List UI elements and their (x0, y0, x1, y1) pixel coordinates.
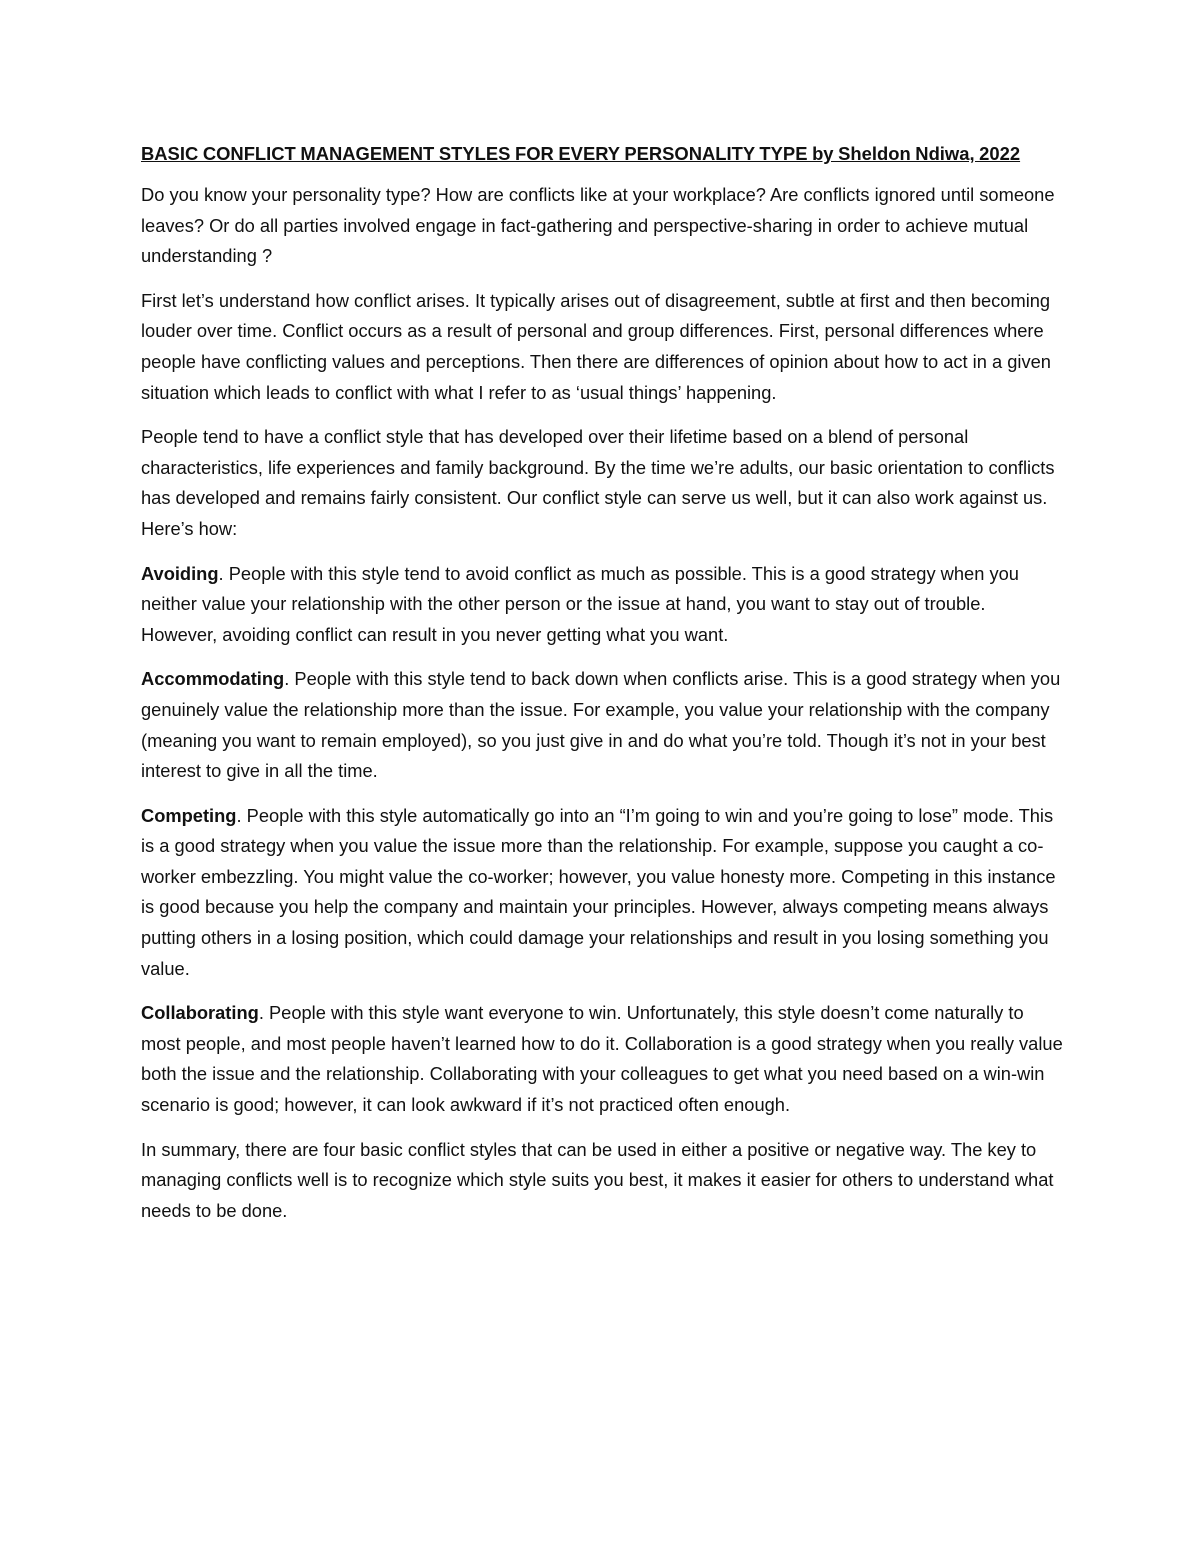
intro-paragraph: Do you know your personality type? How are conflicts like at your workplace? Are conflicts ignored until someone leaves? Or do all parties involved engage in fact-gathering and perspective-sharing in order to achieve mutual understanding ? (141, 184, 1055, 267)
conflict-arises-paragraph: First let’s understand how conflict arises. It typically arises out of disagreement, subtle at first and then becoming louder over time. Conflict occurs as a result of personal and group differences. First, personal differences where people have conflicting values and perceptions. Then there are differences of opinion about how to act in a given situation which leads to conflict with what I refer to as ‘usual things’ happening. (141, 289, 1051, 403)
document-page (141, 138, 1063, 1240)
style-term-collaborating: Collaborating (141, 1002, 259, 1024)
style-term-accommodating: Accommodating (141, 668, 285, 690)
style-term-avoiding: Avoiding (141, 562, 219, 584)
style-text-competing: . People with this style automatically go into an “I’m going to win and you’re going to lose” mode. This is a good strategy when you value the issue more than the relationship. For example, suppose you caught a co-worker embezzling. You might value the co-worker; however, you value honesty more. Competing in this instance is good because you help the company and maintain your principles. However, always competing means always putting others in a losing position, which could damage your relationships and result in you losing something you value. (141, 804, 1056, 979)
style-text-collaborating: . People with this style want everyone to win. Unfortunately, this style doesn’t come naturally to most people, and most people haven’t learned how to do it. Collaboration is a good strategy when you really value both the issue and the relationship. Collaborating with your colleagues to get what you need based on a win-win scenario is good; however, it can look awkward if it’s not practiced often enough. (141, 1002, 1063, 1116)
style-text-accommodating: . People with this style tend to back down when conflicts arise. This is a good strategy when you genuinely value the relationship more than the issue. For example, you value your relationship with the company (meaning you want to remain employed), so you just give in and do what you’re told. Though it’s not in your best interest to give in all the time. (141, 668, 1061, 782)
style-competing-paragraph (141, 801, 1063, 985)
style-accommodating-paragraph (141, 664, 1063, 786)
style-term-competing: Competing (141, 804, 237, 826)
document-title: BASIC CONFLICT MANAGEMENT STYLES FOR EVERY PERSONALITY TYPE by Sheldon Ndiwa, 2022 (141, 143, 1021, 164)
summary-paragraph: In summary, there are four basic conflict styles that can be used in either a positive or negative way. The key to managing conflicts well is to recognize which style suits you best, it makes it easier for others to understand what needs to be done. (141, 1138, 1054, 1221)
style-collaborating-paragraph (141, 998, 1063, 1120)
style-text-avoiding: . People with this style tend to avoid conflict as much as possible. This is a good strategy when you neither value your relationship with the other person or the issue at hand, you want to stay out of trouble. However, avoiding conflict can result in you never getting what you want. (141, 562, 1019, 645)
conflict-style-paragraph: People tend to have a conflict style that has developed over their lifetime based on a blend of personal characteristics, life experiences and family background. By the time we’re adults, our basic orientation to conflicts has developed and remains fairly consistent. Our conflict style can serve us well, but it can also work against us. Here’s how: (141, 426, 1055, 539)
style-avoiding-paragraph (141, 559, 1063, 651)
